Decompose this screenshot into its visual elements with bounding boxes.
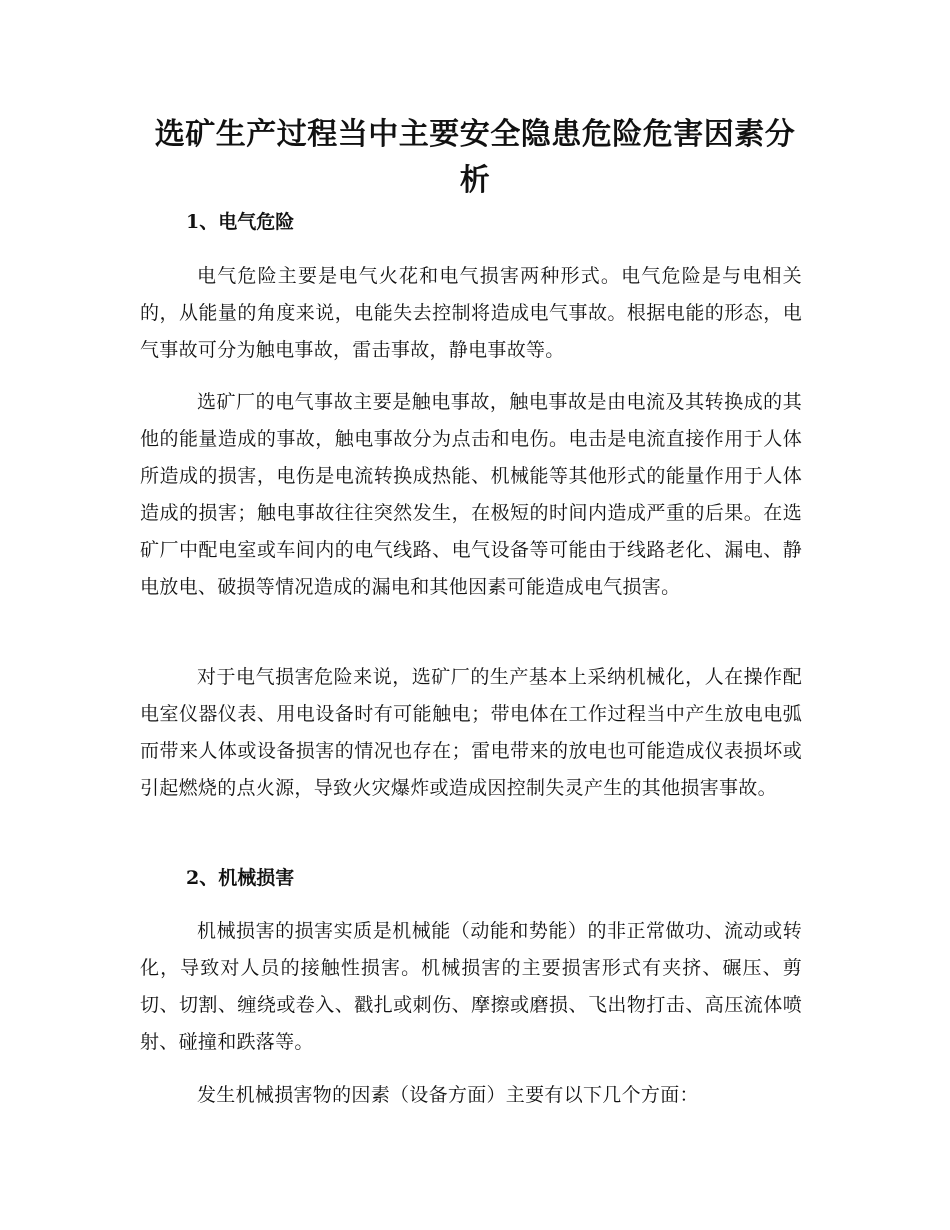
document-title: 选矿生产过程当中主要安全隐患危险危害因素分析 — [154, 117, 796, 198]
paragraph: 选矿厂的电气事故主要是触电事故，触电事故是由电流及其转换成的其他的能量造成的事故，触电事故分为点击和电伤。电击是电流直接作用于人体所造成的损害，电伤是电流转换成热能、机械能等其他形式的能量作用于人体造成的损害；触电事故往往突然发生，在极短的时间内造成严重的后果。在选矿厂中配电室或车间内的电气线路、电气设备等可能由于线路老化、漏电、静电放电、破损等情况造成的漏电和其他因素可能造成电气损害。 — [140, 391, 802, 598]
paragraph: 发生机械损害物的因素（设备方面）主要有以下几个方面： — [197, 1084, 699, 1106]
paragraph: 电气危险主要是电气火花和电气损害两种形式。电气危险是与电相关的，从能量的角度来说，电能失去控制将造成电气事故。根据电能的形态，电气事故可分为触电事故，雷击事故，静电事故等。 — [140, 265, 802, 361]
section-heading-mechanical: 2、机械损害 — [186, 867, 295, 889]
paragraph: 对于电气损害危险来说，选矿厂的生产基本上采纳机械化，人在操作配电室仪器仪表、用电设备时有可能触电；带电体在工作过程当中产生放电电弧而带来人体或设备损害的情况也存在；雷电带来的放电也可能造成仪表损坏或引起燃烧的点火源，导致火灾爆炸或造成因控制失灵产生的其他损害事故。 — [140, 666, 802, 799]
paragraph: 机械损害的损害实质是机械能（动能和势能）的非正常做功、流动或转化，导致对人员的接触性损害。机械损害的主要损害形式有夹挤、碾压、剪切、切割、缠绕或卷入、戳扎或刺伤、摩擦或磨损、飞出物打击、高压流体喷射、碰撞和跌落等。 — [140, 920, 802, 1053]
section-heading-electrical: 1、电气危险 — [186, 211, 295, 233]
